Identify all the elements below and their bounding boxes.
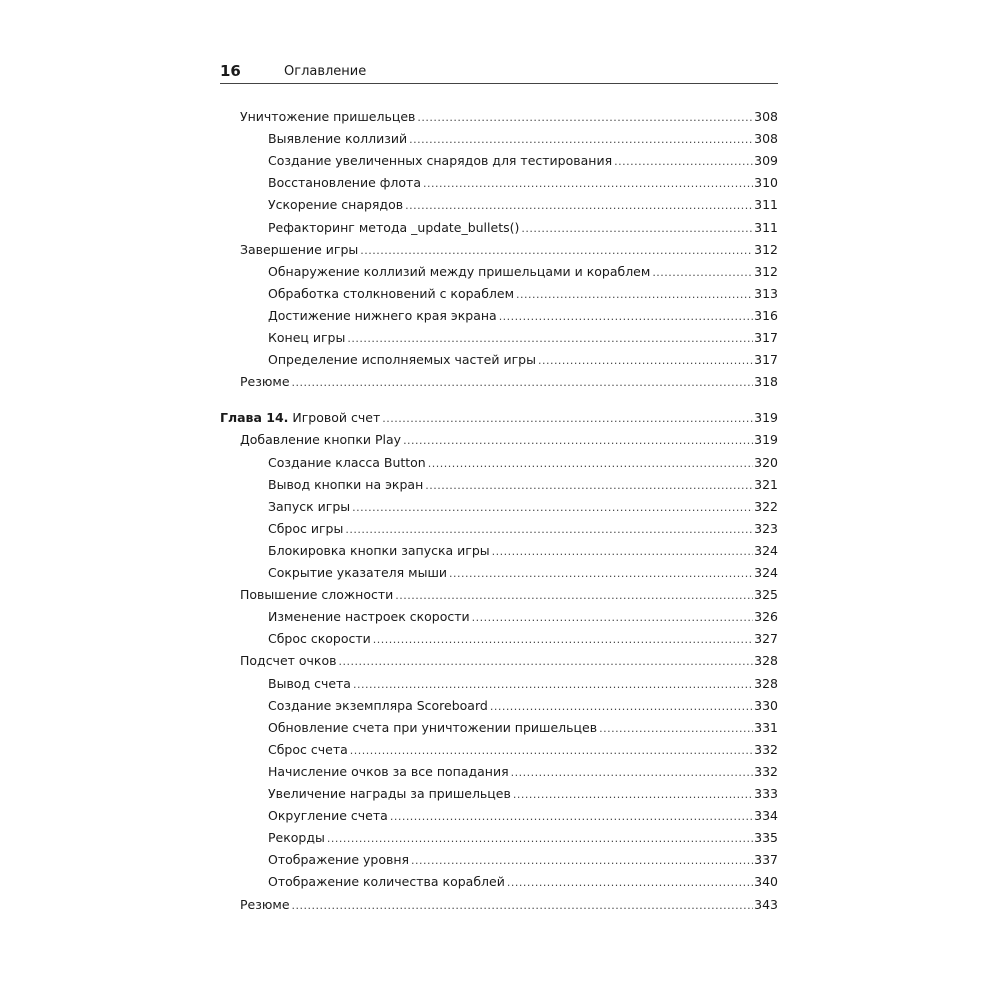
dot-leader [350,741,753,761]
toc-entry-label: Резюме [240,896,290,912]
toc-subsection [220,850,778,870]
toc-page-number: 310 [754,175,778,191]
toc-page-number: 327 [754,631,778,647]
toc-page-number: 317 [754,352,778,368]
toc-entry-label: Уничтожение пришельцев [240,109,416,124]
dot-leader [511,763,754,783]
dot-leader [403,431,753,451]
toc-section [220,372,778,392]
toc-entry-label: Создание класса Button [268,454,426,470]
toc-subsection [220,872,778,892]
toc-page-number: 308 [754,109,778,124]
toc-subsection [220,762,778,782]
toc-page-number: 316 [754,307,778,323]
toc-section [220,430,778,450]
toc-subsection [220,284,778,304]
dot-leader [492,542,754,562]
dot-leader [425,476,753,496]
dot-leader [373,630,753,650]
page-number: 16 [220,62,241,80]
toc-entry-label: Отображение уровня [268,852,410,868]
toc-subsection [220,563,778,583]
toc-entry-label: Сброс скорости [268,631,371,647]
toc-entry-label: Завершение игры [240,241,359,257]
dot-leader [538,351,753,371]
toc-page-number: 343 [754,896,778,912]
dot-leader [390,807,753,827]
toc-subsection [220,607,778,627]
toc-page-number: 333 [754,786,778,801]
dot-leader [490,697,753,717]
dot-leader [513,785,753,805]
toc-entry-label: Создание увеличенных снарядов для тестирования [268,153,613,169]
toc-entry-label: Начисление очков за все попадания [268,763,509,779]
toc-page-number: 337 [754,852,778,868]
toc-subsection [220,129,778,149]
toc-subsection [220,696,778,716]
dot-leader [347,329,753,349]
toc-entry-label: Выявление коллизий [268,131,408,147]
dot-leader [360,241,753,261]
toc-page-number: 340 [754,874,778,890]
dot-leader [405,196,753,216]
toc-subsection [220,306,778,326]
chapter-number: Глава 14. [220,410,289,426]
toc-subsection [220,828,778,848]
toc-subsection [220,195,778,215]
dot-leader [339,652,754,672]
dot-leader [292,373,754,393]
toc-entry-label: Конец игры [268,330,346,345]
toc-chapter [220,408,778,428]
toc-page-number: 320 [754,454,778,470]
toc-subsection [220,629,778,649]
toc-entry-label: Вывод кнопки на экран [268,476,424,492]
toc-entry-label: Обновление счета при уничтожении пришельцев [268,719,598,735]
toc-page-number: 321 [754,476,778,492]
toc-entry-label: Запуск игры [268,498,351,514]
dot-leader [507,873,753,893]
toc-section [220,895,778,915]
toc-entry-label: Увеличение награды за пришельцев [268,786,511,801]
toc-subsection [220,453,778,473]
toc-page-number: 323 [754,520,778,536]
dot-leader [292,896,754,916]
toc-entry-label: Повышение сложности [240,587,394,603]
toc-entry-label: Сокрытие указателя мыши [268,565,448,580]
toc-section [220,651,778,671]
toc-page-number: 311 [754,197,778,213]
dot-leader [449,564,753,584]
toc-subsection [220,350,778,370]
dot-leader [327,829,753,849]
toc-page-number: 332 [754,741,778,757]
toc-section [220,240,778,260]
toc-subsection [220,806,778,826]
toc-page-number: 332 [754,763,778,779]
dot-leader [599,719,753,739]
toc-page-number: 312 [754,241,778,257]
dot-leader [411,851,753,871]
dot-leader [409,130,753,150]
dot-leader [395,586,753,606]
dot-leader [423,174,753,194]
toc-page-number: 319 [754,432,778,448]
toc-page-number: 311 [754,219,778,235]
toc-entry-label: Добавление кнопки Play [240,432,402,448]
toc-subsection [220,173,778,193]
toc-entry-label: Изменение настроек скорости [268,609,470,625]
toc-entry-label: Рекорды [268,830,325,846]
toc-page-number: 312 [754,263,778,279]
toc-subsection [220,262,778,282]
toc-page-number: 318 [754,374,778,390]
toc-subsection [220,218,778,238]
dot-leader [516,285,753,305]
toc-entry-label [220,408,380,428]
dot-leader [352,498,753,518]
toc-page-number: 326 [754,609,778,625]
dot-leader [499,307,753,327]
toc-entry-label: Восстановление флота [268,175,422,191]
toc-page-number: 313 [754,285,778,301]
toc-entry-label: Блокировка кнопки запуска игры [268,542,490,558]
toc-page-number: 308 [754,131,778,147]
toc-subsection [220,151,778,171]
toc-page-number: 328 [754,675,778,691]
toc-entry-label: Подсчет очков [240,653,337,669]
toc-subsection [220,475,778,495]
toc-subsection [220,541,778,561]
toc-entry-label: Достижение нижнего края экрана [268,307,497,323]
toc-entry-label: Отображение количества кораблей [268,874,505,890]
toc-page-number: 330 [754,697,778,713]
toc-entry-label: Рефакторинг метода _update_bullets() [268,219,520,235]
toc-subsection [220,674,778,694]
dot-leader [417,108,753,128]
toc-page-number: 309 [754,153,778,169]
toc-page-number: 331 [754,719,778,735]
toc-subsection [220,718,778,738]
toc-page-number: 317 [754,330,778,345]
toc-entry-label: Определение исполняемых частей игры [268,352,536,368]
dot-leader [472,608,753,628]
toc-subsection [220,519,778,539]
toc-page-number: 325 [754,587,778,603]
dot-leader [382,409,753,429]
dot-leader [614,152,753,172]
toc-subsection [220,497,778,517]
toc-page-number: 324 [754,565,778,580]
toc-page-number: 322 [754,498,778,514]
toc-entry-label: Сброс счета [268,741,348,757]
dot-leader [521,219,753,239]
toc-entry-label: Обнаружение коллизий между пришельцами и кораблем [268,263,651,279]
dot-leader [345,520,753,540]
toc-entry-label: Резюме [240,374,290,390]
toc-subsection [220,784,778,804]
toc-entry-label: Вывод счета [268,675,351,691]
dot-leader [353,675,753,695]
dot-leader [652,263,753,283]
toc-page-number: 334 [754,808,778,824]
toc-entry-label: Ускорение снарядов [268,197,404,213]
toc-subsection [220,740,778,760]
toc-page-number: 319 [754,410,778,426]
toc-entry-label: Обработка столкновений с кораблем [268,285,515,301]
toc-page-number: 335 [754,830,778,846]
toc-entry-label: Округление счета [268,808,388,824]
dot-leader [428,454,753,474]
toc-entry-label: Сброс игры [268,520,344,536]
toc-section [220,585,778,605]
running-header [220,60,778,82]
toc-entry-label: Создание экземпляра Scoreboard [268,697,488,713]
running-title: Оглавление [284,64,367,79]
toc-subsection [220,328,778,348]
chapter-title: Игровой счет [288,410,381,426]
header-rule [220,83,778,84]
toc-page-number: 328 [754,653,778,669]
toc-page-number: 324 [754,542,778,558]
toc-section [220,107,778,127]
